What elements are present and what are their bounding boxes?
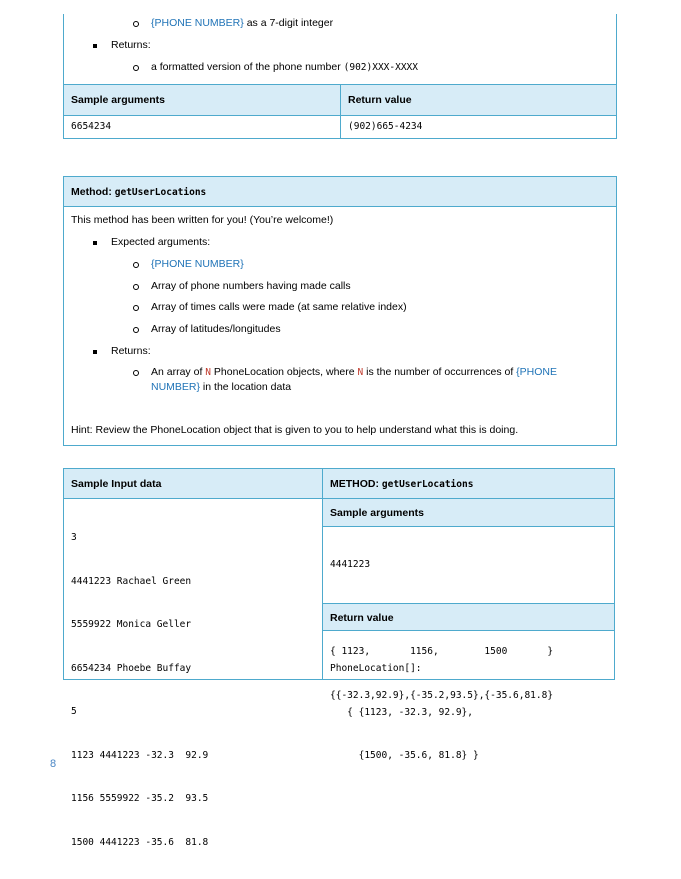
input-column <box>64 469 322 848</box>
input-line: 1500 4441223 -35.6 81.8 <box>71 836 209 848</box>
return-line: PhoneLocation[]: <box>330 663 422 674</box>
returns-description <box>151 61 418 73</box>
method-column <box>323 469 614 761</box>
circle-bullet-icon <box>133 305 139 311</box>
arg-latlong-array: Array of latitudes/longitudes <box>151 323 281 335</box>
return-line: { {1123, -32.3, 92.9}, <box>330 706 473 718</box>
input-line: 5 <box>71 706 77 717</box>
arg-phone-number: {PHONE NUMBER} <box>151 258 244 270</box>
method-header <box>64 177 616 207</box>
input-line: 1156 5559922 -35.2 93.5 <box>71 793 209 804</box>
return-header: Return value <box>323 603 614 631</box>
returns-line-2 <box>151 381 291 393</box>
input-header: Sample Input data <box>64 469 322 499</box>
method-sample-header <box>323 469 614 499</box>
input-line: 5559922 Monica Geller <box>71 619 192 630</box>
method-name: getUserLocations <box>381 479 474 490</box>
args-header: Sample arguments <box>323 499 614 527</box>
arg-line: 4441223 <box>330 559 371 570</box>
n-variable: N <box>205 367 212 378</box>
circle-bullet-icon <box>133 370 139 376</box>
returns-text-a: An array of <box>151 366 206 378</box>
returns-label: Returns: <box>111 39 151 51</box>
sample-box <box>63 468 615 848</box>
method-name: getUserLocations <box>114 187 207 198</box>
circle-bullet-icon <box>133 262 139 268</box>
returns-text-c: is the number of occurrences of <box>363 366 517 378</box>
sample-table <box>64 84 616 138</box>
returns-line-1 <box>151 366 557 378</box>
page-number: 8 <box>50 758 57 770</box>
square-bullet-icon <box>93 241 97 245</box>
square-bullet-icon <box>93 350 97 354</box>
arg-description: as a 7-digit integer <box>243 17 334 29</box>
arg-times-array: Array of times calls were made (at same relative index) <box>151 301 407 313</box>
phone-token-part1: {PHONE <box>516 366 558 378</box>
arg-line: { 1123, 1156, 1500 } <box>330 646 554 657</box>
input-line: 3 <box>71 532 77 543</box>
top-section <box>63 14 617 139</box>
method-header-prefix: METHOD: <box>330 478 382 490</box>
arg-line: {{-32.3,92.9},{-35.2,93.5},{-35.6,81.8} <box>330 689 554 701</box>
table-divider <box>340 85 341 139</box>
returns-text-b: PhoneLocation objects, where <box>211 366 358 378</box>
phone-number-arg-line <box>151 17 333 29</box>
col-header-return-value: Return value <box>348 94 412 106</box>
expected-arguments-label: Expected arguments: <box>111 236 211 248</box>
circle-bullet-icon <box>133 65 139 71</box>
input-line: 1123 4441223 -32.3 92.9 <box>71 749 209 761</box>
format-code: (902)XXX-XXXX <box>343 62 418 73</box>
circle-bullet-icon <box>133 284 139 290</box>
method-intro: This method has been written for you! (You’re welcome!) <box>71 214 334 226</box>
phone-number-token: {PHONE NUMBER} <box>151 17 244 29</box>
input-line: 6654234 Phoebe Buffay <box>71 662 192 674</box>
return-value: (902)665-4234 <box>348 121 423 132</box>
returns-text-d: in the location data <box>200 381 292 393</box>
returns-label: Returns: <box>111 345 151 357</box>
returns-text: a formatted version of the phone number <box>151 61 344 73</box>
square-bullet-icon <box>93 44 97 48</box>
input-data <box>71 502 208 879</box>
hint-text: Hint: Review the PhoneLocation object that is given to you to help understand what this is doing. <box>71 424 519 436</box>
method-box <box>63 176 617 446</box>
phone-token-part2: NUMBER} <box>151 381 201 393</box>
n-variable: N <box>357 367 364 378</box>
method-header-prefix: Method: <box>71 186 115 198</box>
sample-argument-value: 6654234 <box>71 121 112 132</box>
input-line: 4441223 Rachael Green <box>71 575 192 587</box>
return-line: {1500, -35.6, 81.8} } <box>330 750 479 761</box>
col-header-sample-arguments: Sample arguments <box>71 94 165 106</box>
arg-phone-numbers-array: Array of phone numbers having made calls <box>151 280 351 292</box>
return-value-block <box>330 633 479 793</box>
circle-bullet-icon <box>133 21 139 27</box>
circle-bullet-icon <box>133 327 139 333</box>
